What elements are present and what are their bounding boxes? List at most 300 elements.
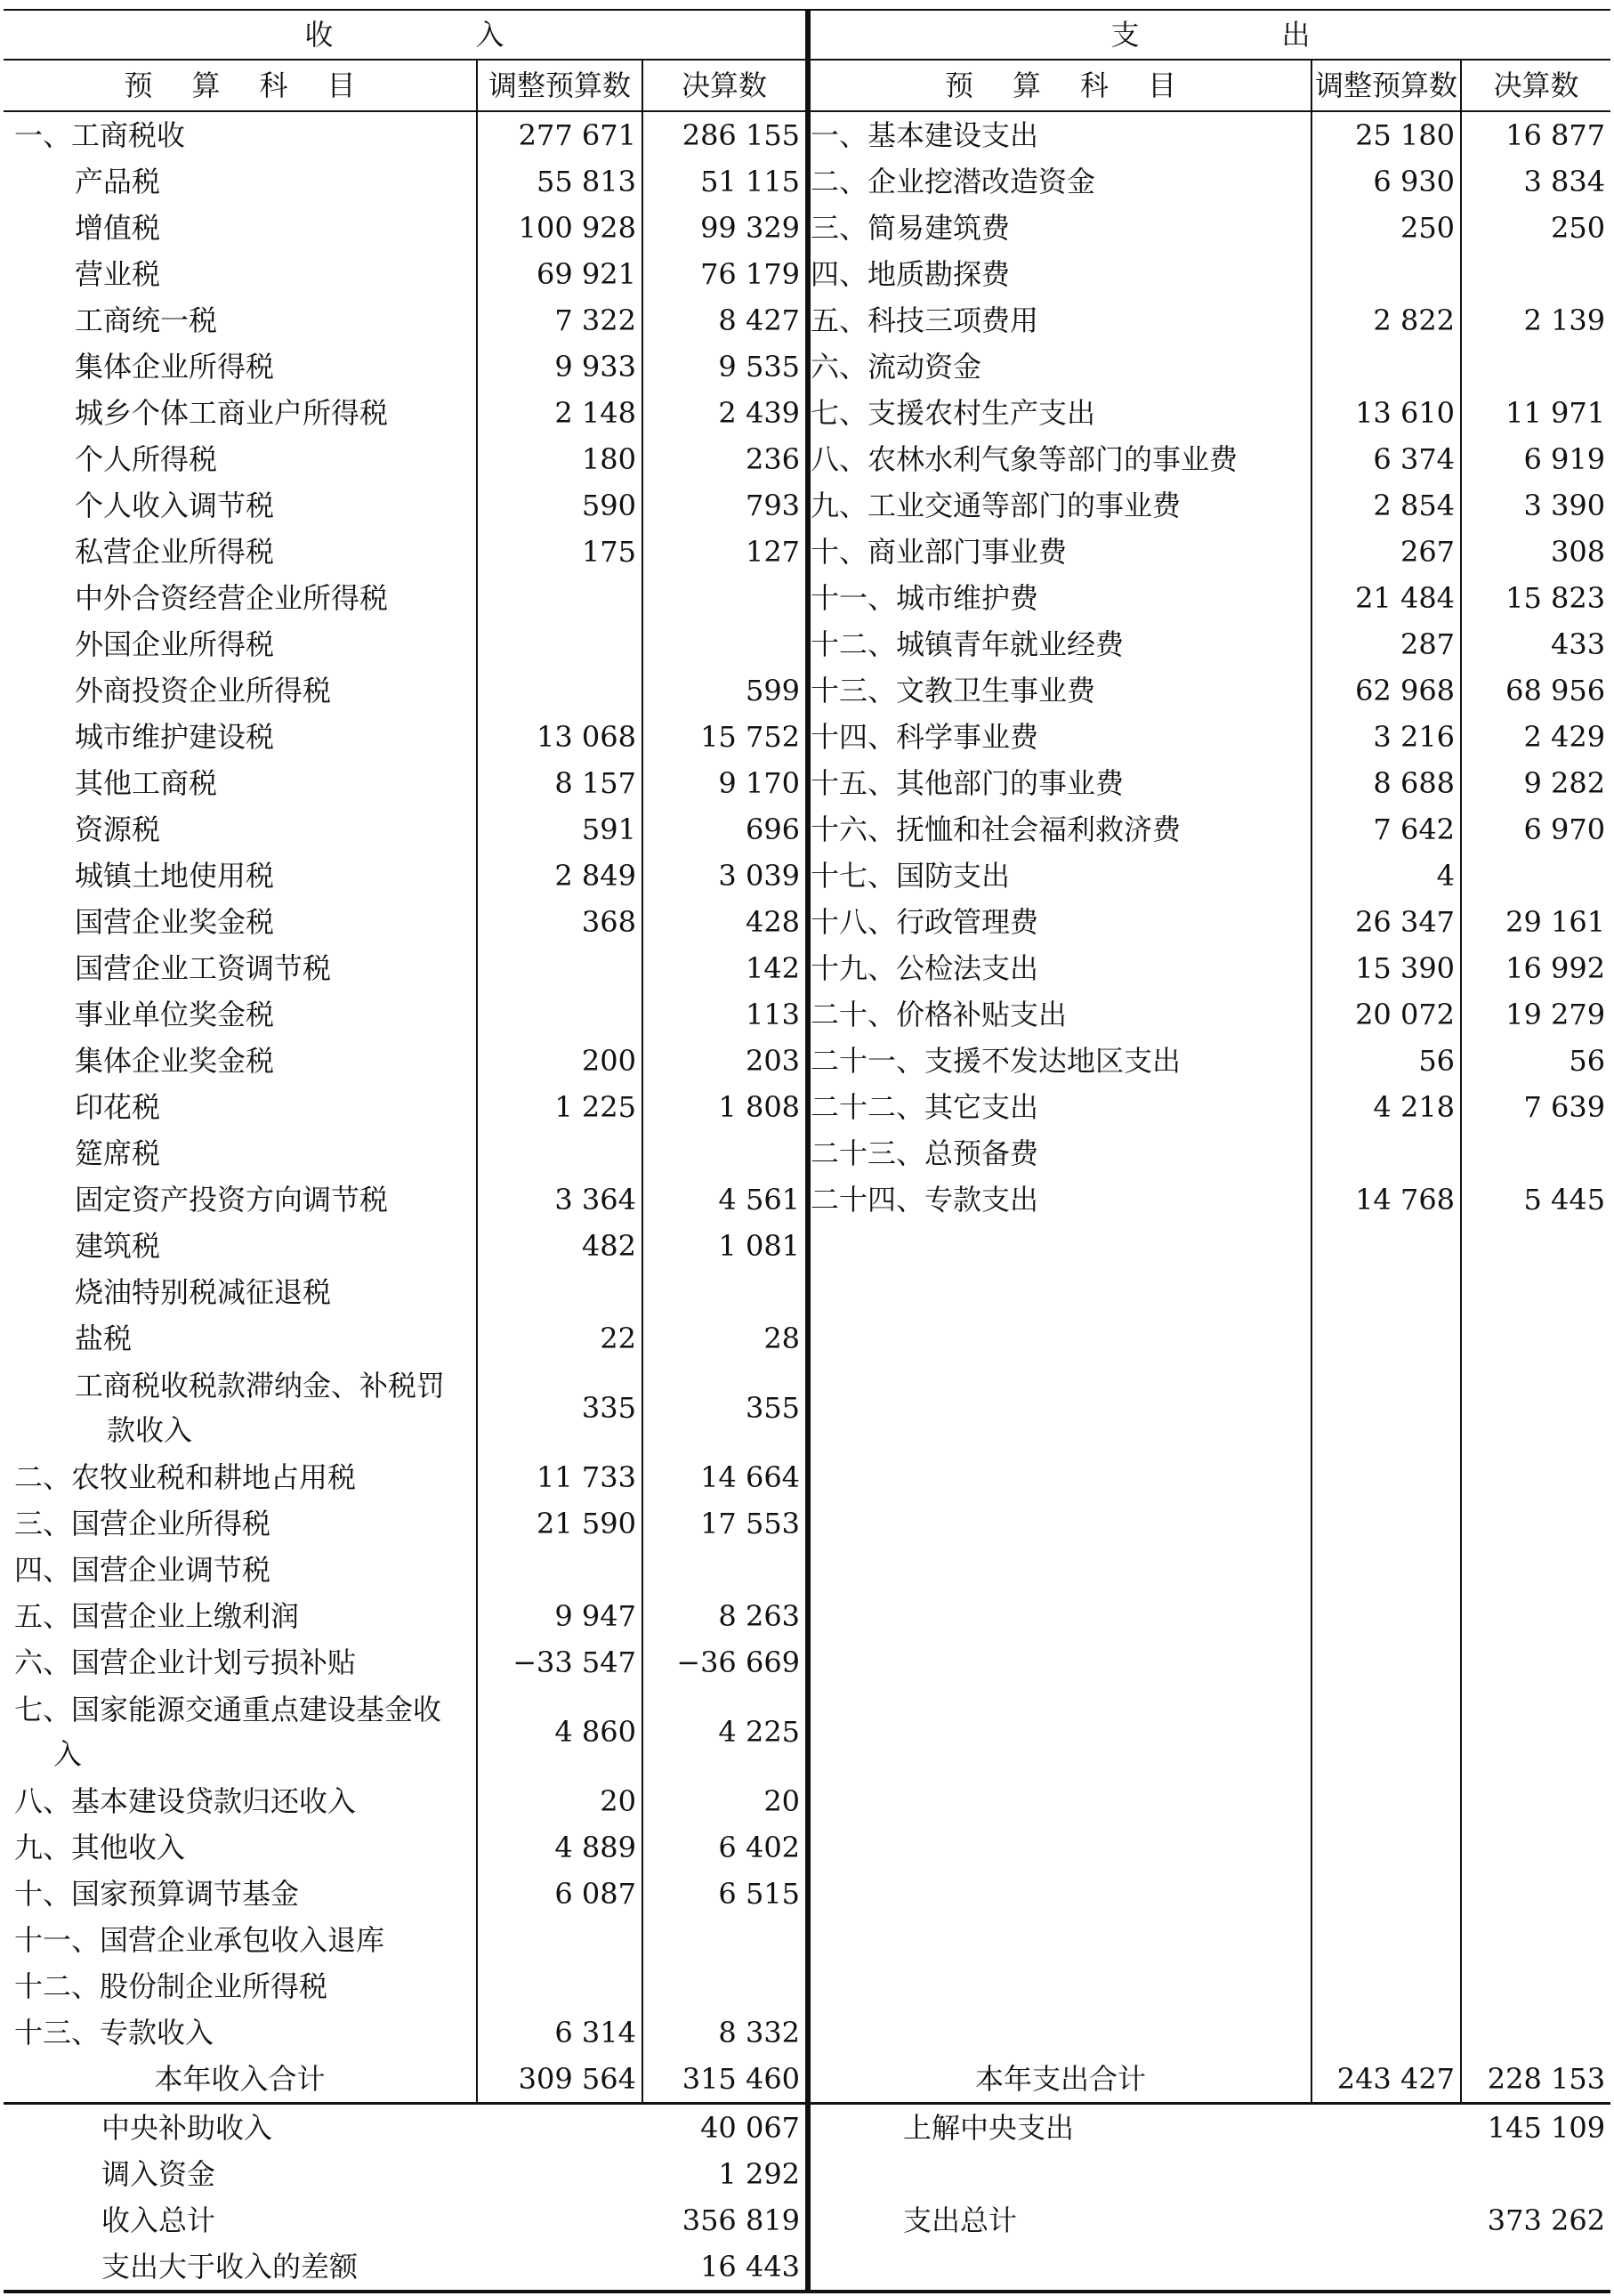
expenditure-final-cell: 7 639 xyxy=(1523,1090,1606,1124)
expenditure-subject-cell: 十五、其他部门的事业费 xyxy=(808,760,1311,806)
income-subject-label: 筵席税 xyxy=(75,1136,161,1170)
expenditure-final-cell xyxy=(1461,1454,1610,1500)
income-summary-label: 支出大于收入的差额 xyxy=(101,2250,359,2284)
table-row xyxy=(4,436,1610,482)
column-header-row xyxy=(4,60,1610,111)
income-subject-label: 增值税 xyxy=(75,211,161,245)
expenditure-subject-cell xyxy=(808,2009,1311,2056)
expenditure-summary-label xyxy=(811,2157,903,2191)
expenditure-subject-cell xyxy=(808,1871,1311,1917)
income-subject-cell xyxy=(4,1130,477,1176)
expenditure-adjusted-cell xyxy=(1311,2009,1461,2056)
income-adjusted-cell: 13 068 xyxy=(477,714,642,760)
income-final-cell: 99 329 xyxy=(642,205,808,251)
table-row xyxy=(4,1223,1610,1269)
header-char: 入 xyxy=(475,18,504,52)
expenditure-final-cell xyxy=(1461,1824,1610,1871)
expenditure-summary-label-cell xyxy=(808,2151,1311,2197)
income-subject-cell xyxy=(4,1454,477,1500)
income-subject-label: 外商投资企业所得税 xyxy=(75,674,332,707)
income-subject-label: 其他工商税 xyxy=(75,766,218,800)
header-char: 科 xyxy=(1080,69,1110,102)
expenditure-adjusted-cell xyxy=(1311,1130,1461,1176)
income-final-cell xyxy=(642,1269,808,1315)
income-final-cell: 696 xyxy=(642,806,808,853)
income-subject-cell xyxy=(4,714,477,760)
income-section-title xyxy=(234,12,576,58)
income-adjusted-cell: 180 xyxy=(477,436,642,482)
expenditure-subject-cell xyxy=(808,1454,1311,1500)
income-subject-cell xyxy=(4,390,477,436)
expenditure-subject-cell: 十六、抚恤和社会福利救济费 xyxy=(808,806,1311,853)
expenditure-adjusted-cell xyxy=(1311,1315,1461,1362)
income-final-header: 决算数 xyxy=(642,60,808,111)
income-summary-adjusted xyxy=(477,2104,642,2152)
income-summary-final: 356 819 xyxy=(642,2197,808,2243)
expenditure-adjusted-cell xyxy=(1311,1639,1461,1686)
income-subject-label: 五、国营企业上缴利润 xyxy=(14,1599,300,1633)
income-adjusted-cell: 9 933 xyxy=(477,344,642,390)
expenditure-subject-cell: 二、企业挖潜改造资金 xyxy=(808,158,1311,205)
expenditure-summary-final xyxy=(1461,2243,1610,2292)
expenditure-adjusted-cell xyxy=(1311,1917,1461,1963)
income-adjusted-cell: 6 314 xyxy=(477,2009,642,2056)
expenditure-subject-cell xyxy=(808,1963,1311,2009)
income-subject-cell xyxy=(4,111,477,158)
income-adjusted-cell: 175 xyxy=(477,529,642,575)
table-row xyxy=(4,2009,1610,2056)
header-char: 目 xyxy=(1148,69,1177,102)
income-subject-label: 个人所得税 xyxy=(75,442,218,476)
table-row xyxy=(4,806,1610,853)
expenditure-summary-final: 373 262 xyxy=(1487,2203,1606,2237)
expenditure-total-adjusted: 243 427 xyxy=(1311,2056,1461,2104)
income-final-cell: 15 752 xyxy=(642,714,808,760)
expenditure-final-cell xyxy=(1461,1963,1610,2009)
income-subject-label: 集体企业所得税 xyxy=(75,350,275,384)
income-adjusted-cell xyxy=(477,1963,642,2009)
summary-row xyxy=(4,2151,1610,2197)
expenditure-final-cell xyxy=(1461,1686,1610,1778)
income-subject-cell xyxy=(4,1917,477,1963)
table-row xyxy=(4,1963,1610,2009)
income-summary-final: 1 292 xyxy=(642,2151,808,2197)
income-summary-label-cell xyxy=(4,2151,477,2197)
expenditure-final-cell: 6 970 xyxy=(1523,812,1606,846)
income-subject-label: 国营企业奖金税 xyxy=(75,905,275,939)
income-adjusted-cell: 335 xyxy=(477,1362,642,1454)
income-subject-cell xyxy=(4,1038,477,1084)
income-subject-label: 国营企业工资调节税 xyxy=(75,951,332,985)
income-adjusted-cell: 69 921 xyxy=(477,251,642,297)
income-adjusted-cell: 2 148 xyxy=(477,390,642,436)
income-subject-label: 城乡个体工商业户所得税 xyxy=(75,396,389,430)
expenditure-subject-cell: 五、科技三项费用 xyxy=(808,297,1311,344)
income-subject-line2: 入 xyxy=(53,1737,83,1771)
income-final-cell: 236 xyxy=(642,436,808,482)
expenditure-subject-cell: 十七、国防支出 xyxy=(808,853,1311,899)
income-subject-cell xyxy=(4,1824,477,1871)
expenditure-adjusted-cell xyxy=(1311,1686,1461,1778)
expenditure-final-cell xyxy=(1461,1315,1610,1362)
expenditure-adjusted-cell: 6 374 xyxy=(1311,436,1461,482)
expenditure-subject-cell: 六、流动资金 xyxy=(808,344,1311,390)
budget-table-body xyxy=(4,11,1610,2292)
expenditure-total-final: 228 153 xyxy=(1461,2056,1610,2104)
table-row xyxy=(4,1547,1610,1593)
income-subject-label: 十三、专款收入 xyxy=(14,2016,214,2049)
table-row xyxy=(4,1084,1610,1130)
income-subject-cell xyxy=(4,853,477,899)
expenditure-adjusted-cell: 2 854 xyxy=(1311,482,1461,529)
income-adjusted-cell: 100 928 xyxy=(477,205,642,251)
income-final-cell xyxy=(642,1917,808,1963)
expenditure-subject-cell xyxy=(808,1824,1311,1871)
income-final-cell xyxy=(642,1547,808,1593)
expenditure-final-cell: 68 956 xyxy=(1505,674,1606,707)
income-subject-cell xyxy=(4,1223,477,1269)
header-char: 预 xyxy=(945,69,974,102)
expenditure-final-cell: 3 834 xyxy=(1523,165,1606,198)
income-subject-cell xyxy=(4,1176,477,1223)
expenditure-summary-label xyxy=(811,2250,903,2284)
income-subject-label: 三、国营企业所得税 xyxy=(14,1507,271,1540)
expenditure-final-cell xyxy=(1461,344,1610,390)
expenditure-final-cell: 19 279 xyxy=(1505,998,1606,1031)
table-row xyxy=(4,205,1610,251)
table-row xyxy=(4,344,1610,390)
income-final-cell: 3 039 xyxy=(642,853,808,899)
section-header-row xyxy=(4,11,1610,60)
expenditure-adjusted-cell xyxy=(1311,1778,1461,1824)
income-subject-cell xyxy=(4,1963,477,2009)
income-subject-cell xyxy=(4,899,477,945)
table-row xyxy=(4,760,1610,806)
header-char: 预 xyxy=(124,69,153,102)
expenditure-final-cell xyxy=(1461,1130,1610,1176)
income-final-cell xyxy=(642,1963,808,2009)
income-subject-label: 四、国营企业调节税 xyxy=(14,1553,271,1587)
budget-sheet xyxy=(4,11,1610,2293)
expenditure-section-header xyxy=(808,11,1610,60)
income-final-cell: 9 170 xyxy=(642,760,808,806)
income-adjusted-cell xyxy=(477,575,642,621)
income-subject-cell xyxy=(4,1871,477,1917)
income-adjusted-cell: 368 xyxy=(477,899,642,945)
income-final-cell: 428 xyxy=(642,899,808,945)
table-row xyxy=(4,529,1610,575)
header-char: 算 xyxy=(1013,69,1042,102)
expenditure-summary-label-cell xyxy=(808,2243,1311,2292)
income-final-cell: 286 155 xyxy=(642,111,808,158)
totals-row xyxy=(4,2056,1610,2104)
expenditure-adjusted-cell xyxy=(1311,1871,1461,1917)
income-final-cell: 6 515 xyxy=(642,1871,808,1917)
table-row xyxy=(4,1686,1610,1778)
income-summary-label: 收入总计 xyxy=(101,2203,216,2237)
expenditure-adjusted-cell: 6 930 xyxy=(1311,158,1461,205)
expenditure-final-cell xyxy=(1461,853,1610,899)
income-subject-label: 事业单位奖金税 xyxy=(75,998,275,1031)
income-subject-cell xyxy=(4,1547,477,1593)
expenditure-subject-cell: 二十二、其它支出 xyxy=(808,1084,1311,1130)
income-final-cell: −36 669 xyxy=(642,1639,808,1686)
income-final-cell: 599 xyxy=(642,667,808,714)
expenditure-adjusted-cell: 2 822 xyxy=(1311,297,1461,344)
expenditure-final-cell: 5 445 xyxy=(1523,1183,1606,1217)
expenditure-adjusted-cell xyxy=(1311,1593,1461,1639)
expenditure-adjusted-header: 调整预算数 xyxy=(1311,60,1461,111)
income-final-cell: 113 xyxy=(642,991,808,1038)
expenditure-final-cell: 11 971 xyxy=(1505,396,1606,430)
expenditure-summary-adjusted xyxy=(1311,2104,1461,2152)
income-adjusted-cell: 20 xyxy=(477,1778,642,1824)
income-summary-adjusted xyxy=(477,2243,642,2292)
income-adjusted-cell: 3 364 xyxy=(477,1176,642,1223)
expenditure-summary-final xyxy=(1461,2151,1610,2197)
expenditure-final-cell xyxy=(1461,1917,1610,1963)
income-adjusted-cell: 21 590 xyxy=(477,1500,642,1547)
expenditure-final-cell: 6 919 xyxy=(1523,442,1606,476)
expenditure-final-cell xyxy=(1461,2009,1610,2056)
income-adjusted-cell: 590 xyxy=(477,482,642,529)
expenditure-subject-cell: 十二、城镇青年就业经费 xyxy=(808,621,1311,667)
expenditure-final-cell: 2 429 xyxy=(1523,720,1606,754)
income-final-cell: 17 553 xyxy=(642,1500,808,1547)
income-adjusted-cell xyxy=(477,1130,642,1176)
income-summary-adjusted xyxy=(477,2197,642,2243)
income-adjusted-cell xyxy=(477,1917,642,1963)
table-row xyxy=(4,714,1610,760)
income-summary-final: 40 067 xyxy=(642,2104,808,2152)
income-adjusted-cell: 4 860 xyxy=(477,1686,642,1778)
expenditure-final-cell: 29 161 xyxy=(1505,905,1606,939)
income-subject-cell xyxy=(4,1269,477,1315)
expenditure-adjusted-cell: 4 xyxy=(1311,853,1461,899)
income-subject-cell xyxy=(4,1315,477,1362)
income-subject-cell xyxy=(4,297,477,344)
expenditure-subject-cell: 四、地质勘探费 xyxy=(808,251,1311,297)
table-row xyxy=(4,111,1610,158)
income-subject-cell xyxy=(4,482,477,529)
table-row xyxy=(4,1917,1610,1963)
expenditure-adjusted-cell: 13 610 xyxy=(1311,390,1461,436)
expenditure-adjusted-cell: 15 390 xyxy=(1311,945,1461,991)
income-subject-label: 二、农牧业税和耕地占用税 xyxy=(14,1460,357,1494)
expenditure-subject-cell xyxy=(808,1223,1311,1269)
income-subject-label: 印花税 xyxy=(75,1090,161,1124)
income-subject-cell xyxy=(4,1639,477,1686)
income-subject-label: 八、基本建设贷款归还收入 xyxy=(14,1784,357,1818)
expenditure-final-cell: 16 992 xyxy=(1505,951,1606,985)
expenditure-subject-cell: 二十一、支援不发达地区支出 xyxy=(808,1038,1311,1084)
expenditure-final-cell xyxy=(1461,251,1610,297)
expenditure-adjusted-cell: 4 218 xyxy=(1311,1084,1461,1130)
income-subject-line1: 工商税收税款滞纳金、补税罚 xyxy=(75,1369,446,1403)
income-subject-cell xyxy=(4,575,477,621)
table-row xyxy=(4,621,1610,667)
income-final-cell: 127 xyxy=(642,529,808,575)
income-subject-label: 私营企业所得税 xyxy=(75,535,275,569)
expenditure-subject-cell xyxy=(808,1315,1311,1362)
expenditure-final-cell xyxy=(1461,1223,1610,1269)
income-final-cell: 1 808 xyxy=(642,1084,808,1130)
expenditure-subject-cell xyxy=(808,1778,1311,1824)
income-subject-cell xyxy=(4,1362,477,1454)
income-final-cell: 8 427 xyxy=(642,297,808,344)
income-final-cell: 1 081 xyxy=(642,1223,808,1269)
income-total-label: 本年收入合计 xyxy=(4,2056,477,2104)
table-row xyxy=(4,1639,1610,1686)
expenditure-adjusted-cell xyxy=(1311,1824,1461,1871)
income-subject-label: 工商统一税 xyxy=(75,303,218,337)
income-adjusted-cell: −33 547 xyxy=(477,1639,642,1686)
table-row xyxy=(4,1500,1610,1547)
income-subject-label: 烧油特别税减征退税 xyxy=(75,1275,332,1309)
expenditure-subject-cell xyxy=(808,1686,1311,1778)
income-final-cell: 4 561 xyxy=(642,1176,808,1223)
income-subject-cell xyxy=(4,760,477,806)
expenditure-adjusted-cell: 20 072 xyxy=(1311,991,1461,1038)
table-row xyxy=(4,667,1610,714)
expenditure-final-cell xyxy=(1461,1269,1610,1315)
expenditure-subject-cell: 十九、公检法支出 xyxy=(808,945,1311,991)
income-total-final: 315 460 xyxy=(642,2056,808,2104)
table-row xyxy=(4,1824,1610,1871)
income-final-cell: 142 xyxy=(642,945,808,991)
income-total-adjusted: 309 564 xyxy=(477,2056,642,2104)
expenditure-final-cell xyxy=(1461,1500,1610,1547)
table-row xyxy=(4,1038,1610,1084)
income-adjusted-cell xyxy=(477,1547,642,1593)
income-subject-label: 一、工商税收 xyxy=(14,118,186,152)
income-subject-cell xyxy=(4,806,477,853)
expenditure-subject-cell: 三、简易建筑费 xyxy=(808,205,1311,251)
expenditure-subject-title xyxy=(925,69,1196,102)
header-char: 支 xyxy=(1110,18,1140,52)
income-summary-final: 16 443 xyxy=(642,2243,808,2292)
income-summary-label: 调入资金 xyxy=(101,2157,216,2191)
income-subject-line1: 七、国家能源交通重点建设基金收 xyxy=(14,1693,442,1726)
income-subject-cell xyxy=(4,1593,477,1639)
income-adjusted-cell: 22 xyxy=(477,1315,642,1362)
expenditure-subject-cell xyxy=(808,1593,1311,1639)
expenditure-subject-cell: 十八、行政管理费 xyxy=(808,899,1311,945)
expenditure-adjusted-cell: 25 180 xyxy=(1311,111,1461,158)
income-adjusted-cell: 11 733 xyxy=(477,1454,642,1500)
income-subject-cell xyxy=(4,1500,477,1547)
income-adjusted-cell: 277 671 xyxy=(477,111,642,158)
expenditure-subject-cell: 一、基本建设支出 xyxy=(808,111,1311,158)
income-final-cell: 6 402 xyxy=(642,1824,808,1871)
table-row xyxy=(4,899,1610,945)
expenditure-adjusted-cell xyxy=(1311,251,1461,297)
expenditure-summary-adjusted xyxy=(1311,2151,1461,2197)
income-final-cell xyxy=(642,575,808,621)
income-subject-cell xyxy=(4,2009,477,2056)
income-subject-label: 九、其他收入 xyxy=(14,1831,186,1864)
income-adjusted-cell: 8 157 xyxy=(477,760,642,806)
income-subject-cell xyxy=(4,158,477,205)
income-subject-header xyxy=(4,60,477,111)
expenditure-final-cell: 16 877 xyxy=(1505,118,1606,152)
income-subject-cell xyxy=(4,945,477,991)
expenditure-final-cell xyxy=(1461,1362,1610,1454)
income-subject-label: 建筑税 xyxy=(75,1229,161,1263)
income-subject-cell xyxy=(4,436,477,482)
income-subject-label: 六、国营企业计划亏损补贴 xyxy=(14,1645,357,1679)
income-final-cell: 2 439 xyxy=(642,390,808,436)
expenditure-adjusted-cell: 62 968 xyxy=(1311,667,1461,714)
income-adjusted-cell: 4 889 xyxy=(477,1824,642,1871)
expenditure-final-cell: 15 823 xyxy=(1505,581,1606,615)
income-subject-cell xyxy=(4,621,477,667)
expenditure-subject-cell xyxy=(808,1639,1311,1686)
table-row xyxy=(4,991,1610,1038)
income-final-cell xyxy=(642,1130,808,1176)
expenditure-final-cell: 308 xyxy=(1550,535,1606,569)
income-adjusted-cell: 200 xyxy=(477,1038,642,1084)
table-row xyxy=(4,945,1610,991)
expenditure-adjusted-cell: 3 216 xyxy=(1311,714,1461,760)
table-row xyxy=(4,1130,1610,1176)
expenditure-adjusted-cell: 26 347 xyxy=(1311,899,1461,945)
expenditure-subject-cell xyxy=(808,1547,1311,1593)
expenditure-final-header: 决算数 xyxy=(1461,60,1610,111)
income-subject-label: 个人收入调节税 xyxy=(75,489,275,522)
income-final-cell: 28 xyxy=(642,1315,808,1362)
table-row xyxy=(4,1454,1610,1500)
expenditure-subject-cell xyxy=(808,1917,1311,1963)
summary-row xyxy=(4,2243,1610,2292)
expenditure-subject-cell: 九、工业交通等部门的事业费 xyxy=(808,482,1311,529)
income-subject-line2: 款收入 xyxy=(107,1413,193,1447)
income-subject-label: 集体企业奖金税 xyxy=(75,1044,275,1078)
income-adjusted-cell: 1 225 xyxy=(477,1084,642,1130)
expenditure-final-cell xyxy=(1461,1547,1610,1593)
expenditure-summary-label: 上解中央支出 xyxy=(903,2111,1075,2145)
income-subject-cell xyxy=(4,1778,477,1824)
income-final-cell xyxy=(642,621,808,667)
income-summary-adjusted xyxy=(477,2151,642,2197)
income-summary-label-cell xyxy=(4,2104,477,2152)
expenditure-adjusted-cell xyxy=(1311,1500,1461,1547)
income-subject-cell xyxy=(4,205,477,251)
income-subject-label: 中外合资经营企业所得税 xyxy=(75,581,389,615)
expenditure-subject-cell: 十一、城市维护费 xyxy=(808,575,1311,621)
header-char: 科 xyxy=(259,69,288,102)
table-row xyxy=(4,297,1610,344)
income-adjusted-cell xyxy=(477,991,642,1038)
header-char: 目 xyxy=(327,69,356,102)
income-subject-title xyxy=(104,69,375,102)
income-subject-cell xyxy=(4,991,477,1038)
header-char: 收 xyxy=(304,18,334,52)
income-adjusted-cell: 2 849 xyxy=(477,853,642,899)
expenditure-summary-label-cell xyxy=(808,2197,1311,2243)
expenditure-adjusted-cell: 287 xyxy=(1311,621,1461,667)
income-final-cell: 20 xyxy=(642,1778,808,1824)
income-subject-label: 十二、股份制企业所得税 xyxy=(14,1969,328,2003)
income-subject-cell xyxy=(4,1686,477,1778)
expenditure-adjusted-cell: 267 xyxy=(1311,529,1461,575)
expenditure-subject-cell: 七、支援农村生产支出 xyxy=(808,390,1311,436)
expenditure-adjusted-cell: 56 xyxy=(1311,1038,1461,1084)
expenditure-final-cell: 56 xyxy=(1569,1044,1606,1078)
expenditure-final-cell xyxy=(1461,1871,1610,1917)
expenditure-subject-cell xyxy=(808,1362,1311,1454)
expenditure-summary-adjusted xyxy=(1311,2243,1461,2292)
